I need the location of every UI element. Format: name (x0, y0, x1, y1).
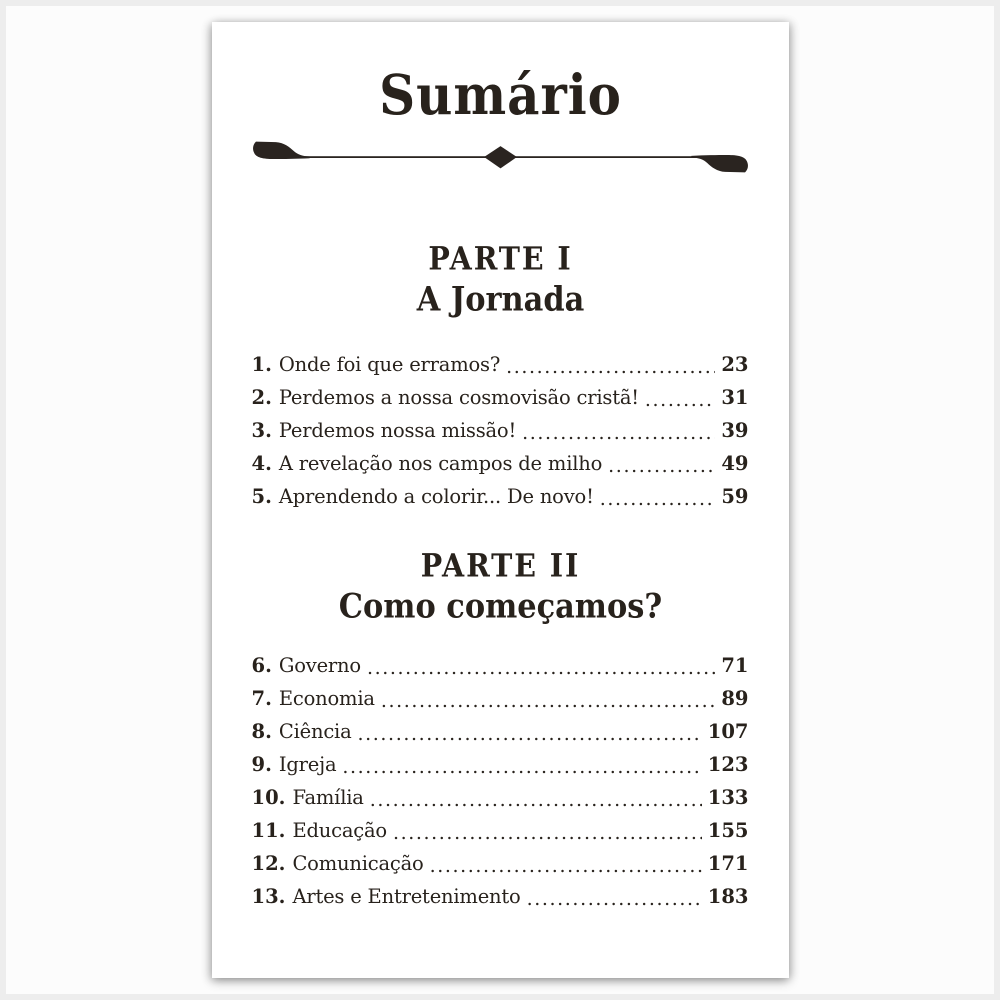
toc-entry-number: 2. (251, 386, 272, 409)
book-page (212, 22, 789, 978)
toc-entry-title: A revelação nos campos de milho (278, 452, 603, 475)
toc-entry-title: Igreja (278, 753, 337, 776)
diamond-rule-divider-icon (252, 136, 749, 180)
toc-entry-title: Educação (292, 819, 387, 842)
toc-entry-row (252, 447, 749, 480)
toc-entry-number: 5. (251, 485, 272, 508)
toc-part-1 (252, 242, 749, 513)
toc-entry-title: Perdemos a nossa cosmovisão cristã! (278, 386, 639, 409)
page-title: Sumário (378, 63, 622, 128)
toc-entry-title: Economia (278, 687, 375, 710)
toc-entry-page-number: 89 (721, 687, 749, 710)
toc-entry-row (252, 414, 749, 447)
divider-right-swash (691, 155, 748, 172)
toc-entry-title: Governo (278, 654, 361, 677)
toc-list-part-1 (252, 348, 749, 513)
toc-entry-title: Artes e Entretenimento (292, 885, 521, 908)
toc-entry-page-number: 133 (707, 786, 749, 809)
toc-entry-title: Ciência (278, 720, 352, 743)
toc-entry-page-number: 71 (721, 654, 749, 677)
toc-entry-page-number: 155 (707, 819, 749, 842)
toc-entry-row (252, 781, 749, 814)
toc-entry-row (252, 381, 749, 414)
toc-entry-row (252, 715, 749, 748)
toc-entry-page-number: 171 (707, 852, 749, 875)
toc-entry-row (252, 847, 749, 880)
toc-entry-page-number: 39 (721, 419, 749, 442)
part-1-subtitle: A Jornada (416, 279, 584, 319)
toc-entry-number: 13. (251, 885, 286, 908)
part-1-label: PARTE I (427, 241, 573, 278)
toc-entry-number: 11. (251, 819, 286, 842)
toc-entry-number: 3. (251, 419, 272, 442)
toc-entry-number: 1. (251, 353, 272, 376)
toc-entry-title: Comunicação (292, 852, 424, 875)
toc-part-2 (252, 549, 749, 913)
toc-entry-page-number: 31 (721, 386, 749, 409)
toc-entry-row (252, 682, 749, 715)
toc-entry-title: Onde foi que erramos? (278, 353, 501, 376)
toc-entry-row (252, 814, 749, 847)
toc-entry-row (252, 748, 749, 781)
toc-entry-number: 12. (251, 852, 286, 875)
toc-entry-number: 7. (251, 687, 272, 710)
toc-entry-number: 6. (251, 654, 272, 677)
toc-entry-row (252, 880, 749, 913)
toc-entry-row (252, 480, 749, 513)
toc-entry-page-number: 59 (721, 485, 749, 508)
toc-entry-page-number: 183 (707, 885, 749, 908)
toc-entry-page-number: 107 (707, 720, 749, 743)
toc-entry-page-number: 123 (707, 753, 749, 776)
toc-entry-number: 9. (251, 753, 272, 776)
toc-entry-page-number: 23 (721, 353, 749, 376)
divider-diamond (484, 146, 517, 168)
part-1-header (252, 242, 749, 318)
toc-entry-number: 10. (251, 786, 286, 809)
toc-list-part-2 (252, 649, 749, 913)
part-2-label: PARTE II (420, 548, 580, 585)
part-2-header (252, 549, 749, 625)
toc-entry-number: 4. (251, 452, 272, 475)
toc-entry-title: Perdemos nossa missão! (278, 419, 517, 442)
toc-entry-row (252, 348, 749, 381)
toc-entry-title: Família (292, 786, 364, 809)
toc-entry-page-number: 49 (721, 452, 749, 475)
part-2-subtitle: Como começamos? (338, 586, 662, 626)
toc-entry-title: Aprendendo a colorir... De novo! (278, 485, 594, 508)
divider-left-swash (253, 142, 310, 159)
toc-entry-number: 8. (251, 720, 272, 743)
toc-entry-row (252, 649, 749, 682)
